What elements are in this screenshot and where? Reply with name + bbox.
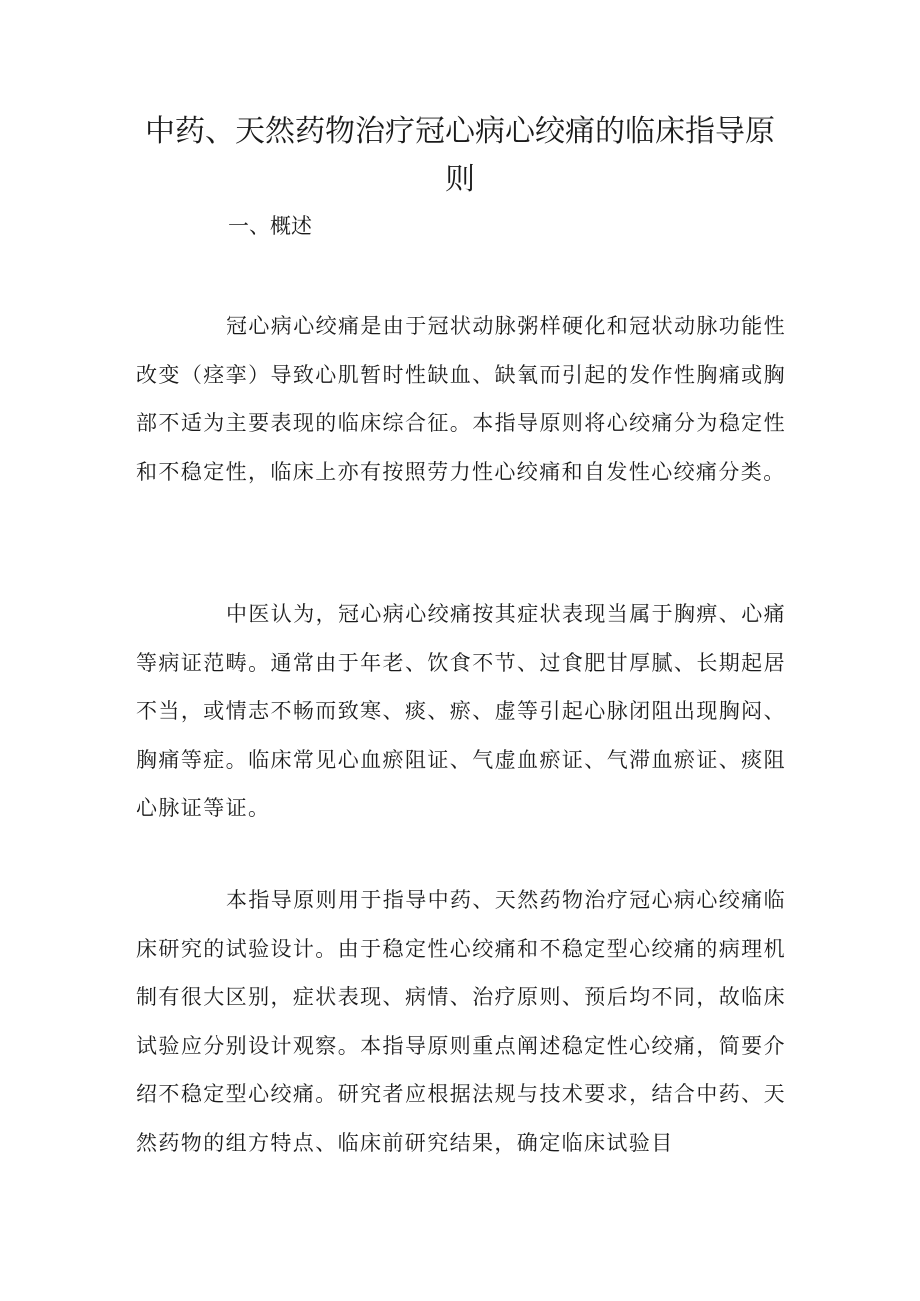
document-title: 中药、天然药物治疗冠心病心绞痛的临床指导原则 bbox=[145, 114, 775, 197]
paragraph-scope: 本指导原则用于指导中药、天然药物治疗冠心病心绞痛临床研究的试验设计。由于稳定性心绞痛和不稳定型心绞痛的病理机制有很大区别，症状表现、病情、治疗原则、预后均不同，故临床试验应分别设计观察。本指导原则重点阐述稳定性心绞痛，简要介绍不稳定型心绞痛。研究者应根据法规与技术要求，结合中药、天然药物的组方特点、临床前研究结果，确定临床试验目 bbox=[136, 888, 786, 1155]
paragraph-definition: 冠心病心绞痛是由于冠状动脉粥样硬化和冠状动脉功能性改变（痉挛）导致心肌暂时性缺血、缺氧而引起的发作性胸痛或胸部不适为主要表现的临床综合征。本指导原则将心绞痛分为稳定性和不稳定性，临床上亦有按照劳力性心绞痛和自发性心绞痛分类。 bbox=[136, 314, 786, 484]
paragraph-tcm-view: 中医认为，冠心病心绞痛按其症状表现当属于胸痹、心痛等病证范畴。通常由于年老、饮食不节、过食肥甘厚腻、长期起居不当，或情志不畅而致寒、痰、瘀、虚等引起心脉闭阻出现胸闷、胸痛等症。临床常见心血瘀阻证、气虚血瘀证、气滞血瘀证、痰阻心脉证等证。 bbox=[136, 602, 786, 820]
section-heading-overview: 一、概述 bbox=[228, 214, 312, 238]
